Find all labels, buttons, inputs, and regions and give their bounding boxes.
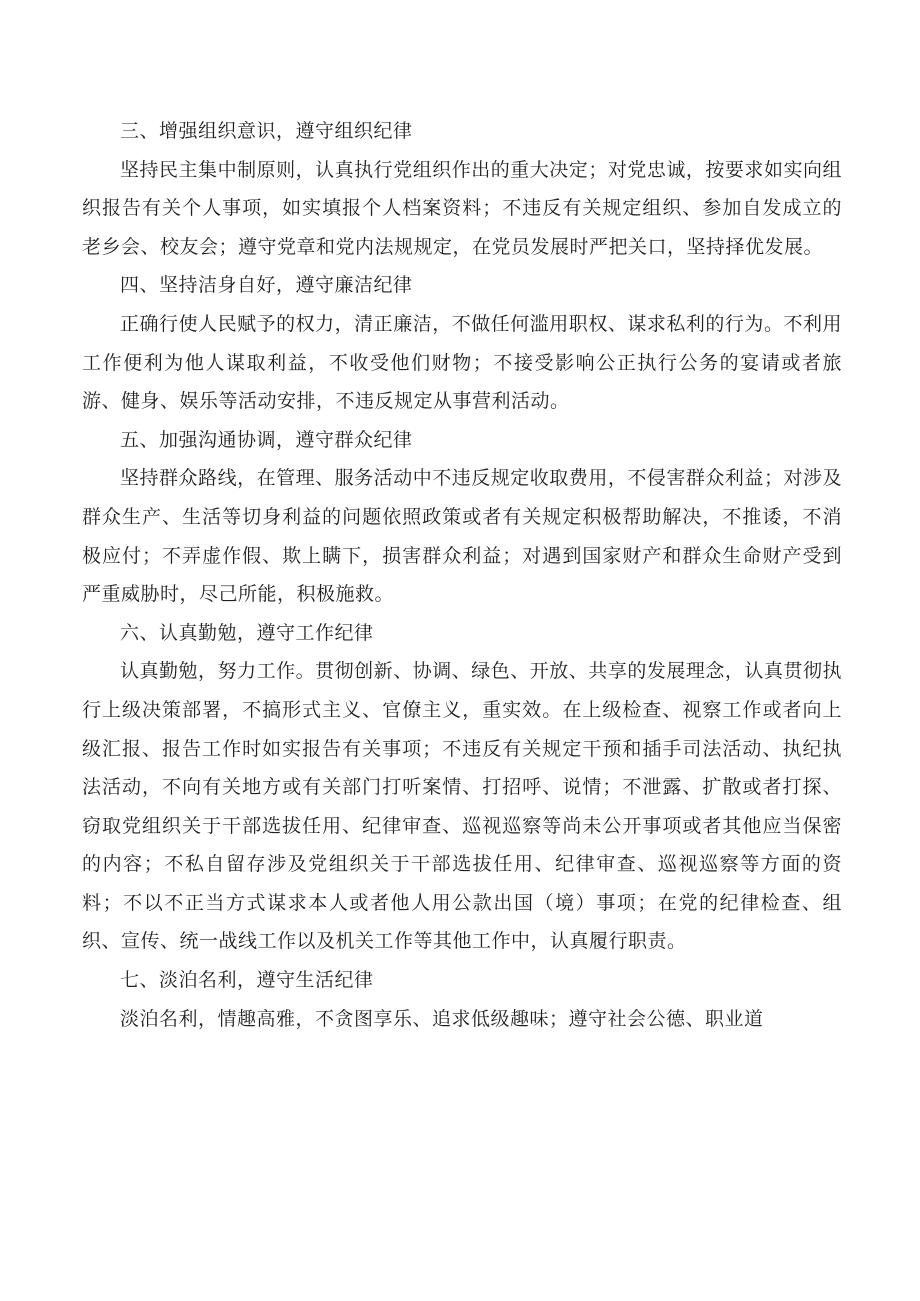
section-heading-5: 五、加强沟通协调，遵守群众纪律: [120, 428, 413, 451]
section-paragraph-3: 坚持民主集中制原则，认真执行党组织作出的重大决定；对党忠诚，按要求如实向组织报告有关个人事项，如实填报个人档案资料；不违反有关规定组织、参加自发成立的老乡会、校友会；遵守党章和党内法规规定，在党员发展时严把关口，坚持择优发展。: [82, 158, 842, 258]
section-paragraph-5: 坚持群众路线，在管理、服务活动中不违反规定收取费用，不侵害群众利益；对涉及群众生产、生活等切身利益的问题依照政策或者有关规定积极帮助解决，不推诿，不消极应付；不弄虚作假、欺上瞒下，损害群众利益；对遇到国家财产和群众生命财产受到严重威胁时，尽己所能，积极施救。: [82, 467, 842, 606]
section-paragraph-6: 认真勤勉，努力工作。贯彻创新、协调、绿色、开放、共享的发展理念，认真贯彻执行上级决策部署，不搞形式主义、官僚主义，重实效。在上级检查、视察工作或者向上级汇报、报告工作时如实报告有关事项；不违反有关规定干预和插手司法活动、执纪执法活动，不向有关地方或有关部门打听案情、打招呼、说情；不泄露、扩散或者打探、窃取党组织关于干部选拔任用、纪律审查、巡视巡察等尚未公开事项或者其他应当保密的内容；不私自留存涉及党组织关于干部选拔任用、纪律审查、巡视巡察等方面的资料；不以不正当方式谋求本人或者他人用公款出国（境）事项；在党的纪律检查、组织、宣传、统一战线工作以及机关工作等其他工作中，认真履行职责。: [82, 660, 842, 953]
section-paragraph-4: 正确行使人民赋予的权力，清正廉洁，不做任何滥用职权、谋求私利的行为。不利用工作便利为他人谋取利益，不收受他们财物；不接受影响公正执行公务的宴请或者旅游、健身、娱乐等活动安排，不违反规定从事营利活动。: [82, 312, 842, 413]
section-paragraph-7: 淡泊名利，情趣高雅，不贪图享乐、追求低级趣味；遵守社会公德、职业道: [120, 1007, 764, 1030]
section-heading-3: 三、增强组织意识，遵守组织纪律: [120, 120, 413, 142]
section-heading-7: 七、淡泊名利，遵守生活纪律: [120, 969, 374, 992]
section-heading-4: 四、坚持洁身自好，遵守廉洁纪律: [120, 274, 413, 297]
document-body: [82, 112, 842, 1038]
section-heading-6: 六、认真勤勉，遵守工作纪律: [120, 621, 374, 644]
